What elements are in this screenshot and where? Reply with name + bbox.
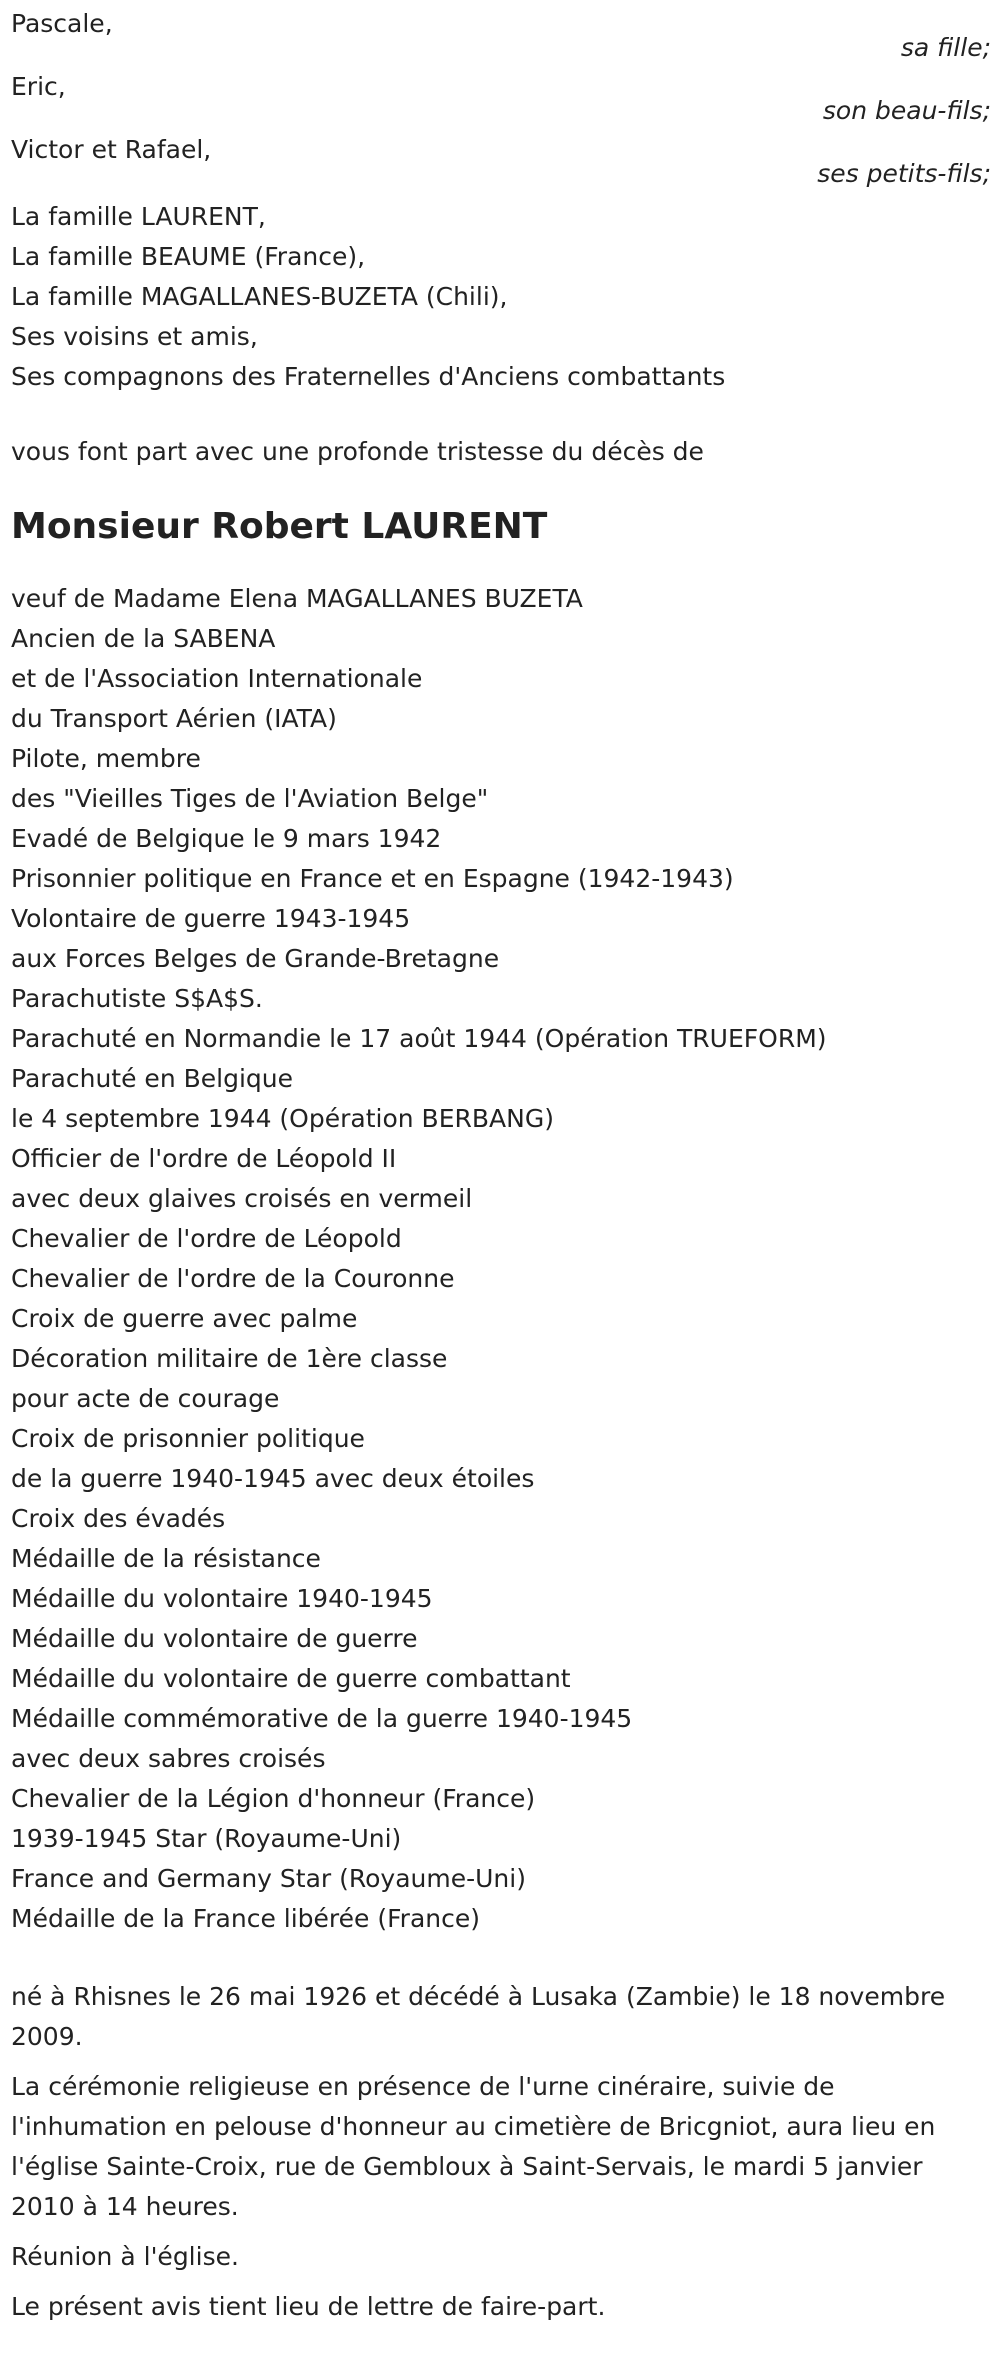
title-line: Médaille du volontaire de guerre bbox=[11, 1624, 418, 1653]
title-line: Chevalier de la Légion d'honneur (France) bbox=[11, 1784, 536, 1813]
relative-role: son beau-fils; bbox=[822, 96, 991, 125]
title-line: aux Forces Belges de Grande-Bretagne bbox=[11, 944, 500, 973]
title-line: avec deux glaives croisés en vermeil bbox=[11, 1184, 473, 1213]
family-groups bbox=[11, 197, 991, 397]
title-line: Médaille de la France libérée (France) bbox=[11, 1904, 481, 1933]
title-line: du Transport Aérien (IATA) bbox=[11, 704, 337, 733]
title-line: Ancien de la SABENA bbox=[11, 624, 276, 653]
title-line: Médaille du volontaire 1940-1945 bbox=[11, 1584, 433, 1613]
reunion-paragraph: Réunion à l'église. bbox=[11, 2242, 239, 2271]
announcement-intro: vous font part avec une profonde tristesse du décès de bbox=[11, 437, 704, 466]
family-group-line: La famille BEAUME (France), bbox=[11, 242, 366, 271]
title-line: Croix de guerre avec palme bbox=[11, 1304, 358, 1333]
title-line: Prisonnier politique en France et en Espagne (1942-1943) bbox=[11, 864, 734, 893]
title-line: Parachuté en Normandie le 17 août 1944 (Opération TRUEFORM) bbox=[11, 1024, 827, 1053]
title-line: Chevalier de l'ordre de Léopold bbox=[11, 1224, 402, 1253]
title-line: le 4 septembre 1944 (Opération BERBANG) bbox=[11, 1104, 554, 1133]
title-line: Médaille du volontaire de guerre combattant bbox=[11, 1664, 571, 1693]
deceased-name: Monsieur Robert LAURENT bbox=[11, 506, 548, 547]
title-line: Médaille commémorative de la guerre 1940-1945 bbox=[11, 1704, 633, 1733]
relative-row bbox=[11, 63, 991, 126]
title-line: Chevalier de l'ordre de la Couronne bbox=[11, 1264, 455, 1293]
title-line: Parachutiste S$A$S. bbox=[11, 984, 263, 1013]
family-group-line: La famille MAGALLANES-BUZETA (Chili), bbox=[11, 282, 508, 311]
title-line: Médaille de la résistance bbox=[11, 1544, 321, 1573]
relative-row bbox=[11, 126, 991, 189]
relative-name: Eric, bbox=[11, 72, 66, 101]
title-line: Officier de l'ordre de Léopold II bbox=[11, 1144, 397, 1173]
titles-list bbox=[11, 579, 991, 1939]
obituary-notice bbox=[11, 0, 991, 2327]
title-line: pour acte de courage bbox=[11, 1384, 280, 1413]
relative-name: Victor et Rafael, bbox=[11, 135, 212, 164]
family-group-line: Ses voisins et amis, bbox=[11, 322, 258, 351]
title-line: de la guerre 1940-1945 avec deux étoiles bbox=[11, 1464, 535, 1493]
title-line: des "Vieilles Tiges de l'Aviation Belge" bbox=[11, 784, 489, 813]
title-line: et de l'Association Internationale bbox=[11, 664, 423, 693]
relative-name: Pascale, bbox=[11, 9, 113, 38]
notice-paragraph: Le présent avis tient lieu de lettre de faire-part. bbox=[11, 2292, 606, 2321]
birth-death-paragraph: né à Rhisnes le 26 mai 1926 et décédé à Lusaka (Zambie) le 18 novembre 2009. bbox=[11, 1982, 946, 2051]
family-block bbox=[11, 0, 991, 397]
title-line: France and Germany Star (Royaume-Uni) bbox=[11, 1864, 526, 1893]
title-line: Pilote, membre bbox=[11, 744, 201, 773]
relative-row bbox=[11, 0, 991, 63]
title-line: Volontaire de guerre 1943-1945 bbox=[11, 904, 411, 933]
family-group-line: Ses compagnons des Fraternelles d'Anciens combattants bbox=[11, 362, 726, 391]
family-group-line: La famille LAURENT, bbox=[11, 202, 266, 231]
title-line: Croix des évadés bbox=[11, 1504, 226, 1533]
title-line: Croix de prisonnier politique bbox=[11, 1424, 365, 1453]
title-line: Décoration militaire de 1ère classe bbox=[11, 1344, 448, 1373]
title-line: veuf de Madame Elena MAGALLANES BUZETA bbox=[11, 584, 583, 613]
title-line: avec deux sabres croisés bbox=[11, 1744, 326, 1773]
ceremony-paragraph: La cérémonie religieuse en présence de l'urne cinéraire, suivie de l'inhumation en pelouse d'honneur au cimetière de Bricgniot, aura lieu en l'église Sainte-Croix, rue de Gembloux à Saint-Servais, le mardi 5 janvier 2010 à 14 heures. bbox=[11, 2072, 936, 2221]
title-line: Evadé de Belgique le 9 mars 1942 bbox=[11, 824, 442, 853]
relative-role: sa fille; bbox=[900, 33, 991, 62]
title-line: Parachuté en Belgique bbox=[11, 1064, 293, 1093]
title-line: 1939-1945 Star (Royaume-Uni) bbox=[11, 1824, 402, 1853]
relative-role: ses petits-fils; bbox=[817, 159, 991, 188]
